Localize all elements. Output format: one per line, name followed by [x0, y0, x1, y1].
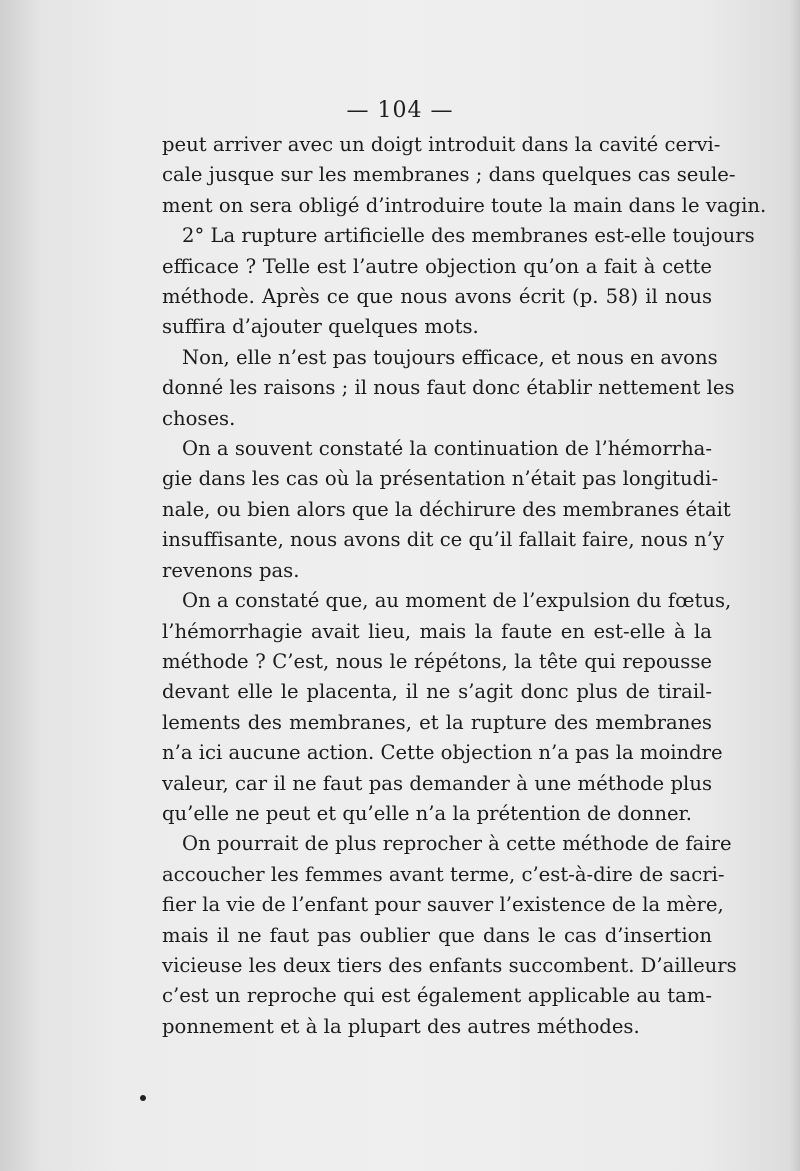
text-line: n’a ici aucune action. Cette objection n’a pas la moindre — [162, 741, 723, 765]
text-line: gie dans les cas où la présentation n’était pas longitudi- — [162, 467, 719, 491]
text-line: l’hémorrhagie avait lieu, mais la faute en est-elle à la — [162, 619, 712, 643]
text-line: lements des membranes, et la rupture des membranes — [162, 710, 712, 734]
text-line: nale, ou bien alors que la déchirure des membranes était — [162, 497, 731, 521]
text-line: On a constaté que, au moment de l’expulsion du fœtus, — [182, 589, 732, 613]
text-line: mais il ne faut pas oublier que dans le cas d’insertion — [162, 923, 712, 947]
text-line: efficace ? Telle est l’autre objection qu’on a fait à cette — [162, 254, 712, 278]
text-line: revenons pas. — [162, 558, 300, 582]
text-line: vicieuse les deux tiers des enfants succombent. D’ailleurs — [162, 953, 737, 977]
text-line: On pourrait de plus reprocher à cette méthode de faire — [182, 832, 732, 856]
text-line: devant elle le placenta, il ne s’agit donc plus de tirail- — [162, 680, 712, 704]
text-line: qu’elle ne peut et qu’elle n’a la prétention de donner. — [162, 801, 692, 825]
text-line: valeur, car il ne faut pas demander à une méthode plus — [162, 771, 712, 795]
text-line: peut arriver avec un doigt introduit dans la cavité cervi- — [162, 133, 721, 156]
text-line: ment on sera obligé d’introduire toute la main dans le vagin. — [162, 193, 767, 217]
text-line: méthode ? C’est, nous le répétons, la tête qui repousse — [162, 649, 712, 673]
page-number: — 104 — — [346, 98, 454, 123]
text-line: accoucher les femmes avant terme, c’est-à-dire de sacri- — [162, 862, 725, 886]
text-line: On a souvent constaté la continuation de l’hémorrha- — [182, 437, 712, 461]
text-line: choses. — [162, 406, 236, 430]
text-line: ponnement et à la plupart des autres méthodes. — [162, 1014, 640, 1038]
text-line: cale jusque sur les membranes ; dans quelques cas seule- — [162, 163, 736, 187]
text-line: insuffisante, nous avons dit ce qu’il fallait faire, nous n’y — [162, 528, 725, 552]
ink-dot — [140, 1095, 146, 1101]
text-line: donné les raisons ; il nous faut donc établir nettement les — [162, 376, 735, 400]
text-line: c’est un reproche qui est également applicable au tam- — [162, 984, 712, 1008]
text-line: suffira d’ajouter quelques mots. — [162, 315, 479, 339]
body-text — [162, 130, 767, 1042]
text-line: 2° La rupture artificielle des membranes est-elle toujours — [182, 224, 755, 248]
text-line: méthode. Après ce que nous avons écrit (p. 58) il nous — [162, 285, 712, 309]
text-line: fier la vie de l’enfant pour sauver l’existence de la mère, — [162, 893, 724, 917]
text-line: Non, elle n’est pas toujours efficace, et nous en avons — [182, 345, 718, 369]
